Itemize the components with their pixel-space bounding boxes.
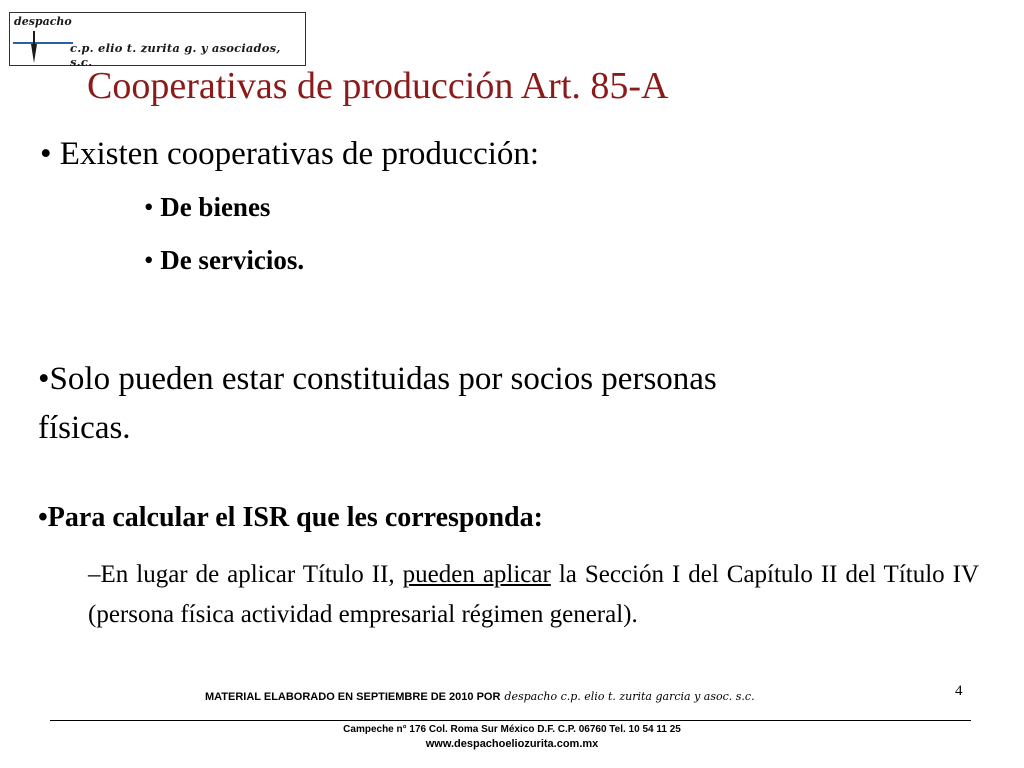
slide-title: Cooperativas de producción Art. 85-A [87, 65, 669, 107]
footer-material-text: MATERIAL ELABORADO EN SEPTIEMBRE DE 2010 POR [205, 691, 501, 703]
sub-bullet-servicios-text: De servicios. [160, 245, 305, 275]
footer-material [205, 690, 755, 703]
bullet-calcular-isr: •Para calcular el ISR que les corresponda: [38, 502, 543, 533]
paragraph-before: –En lugar de aplicar Título II, [88, 561, 403, 588]
sub-bullet-servicios [144, 245, 304, 276]
logo-brand: despacho [14, 15, 72, 28]
bullet-solo-pueden-line2: físicas. [38, 410, 131, 446]
bullet-solo-pueden-line1: •Solo pueden estar constituidas por socios personas [38, 361, 717, 397]
logo-subtitle: c.p. elio t. zurita g. y asociados, s.c. [70, 41, 281, 69]
sub-bullet-bienes [144, 192, 270, 223]
footer-address: Campeche n° 176 Col. Roma Sur México D.F. C.P. 06760 Tel. 10 54 11 25 [343, 724, 681, 735]
footer-divider [50, 720, 971, 721]
footer-author: despacho c.p. elio t. zurita garcia y asoc. s.c. [504, 690, 755, 703]
paragraph-after: la Sección I del Capítulo II del Título IV (persona física actividad empresarial régimen general). [88, 561, 980, 628]
paragraph-en-lugar [88, 555, 979, 635]
paragraph-underlined: pueden aplicar [402, 561, 551, 588]
sub-bullet-marker: • [144, 245, 161, 275]
company-logo [9, 12, 306, 69]
bullet-existen: • Existen cooperativas de producción: [40, 136, 540, 172]
footer-url: www.despachoeliozurita.com.mx [425, 738, 599, 750]
page-number: 4 [955, 683, 963, 699]
sub-bullet-marker: • [144, 192, 161, 222]
pen-nib-logo-icon [13, 27, 73, 65]
sub-bullet-bienes-text: De bienes [160, 192, 271, 222]
